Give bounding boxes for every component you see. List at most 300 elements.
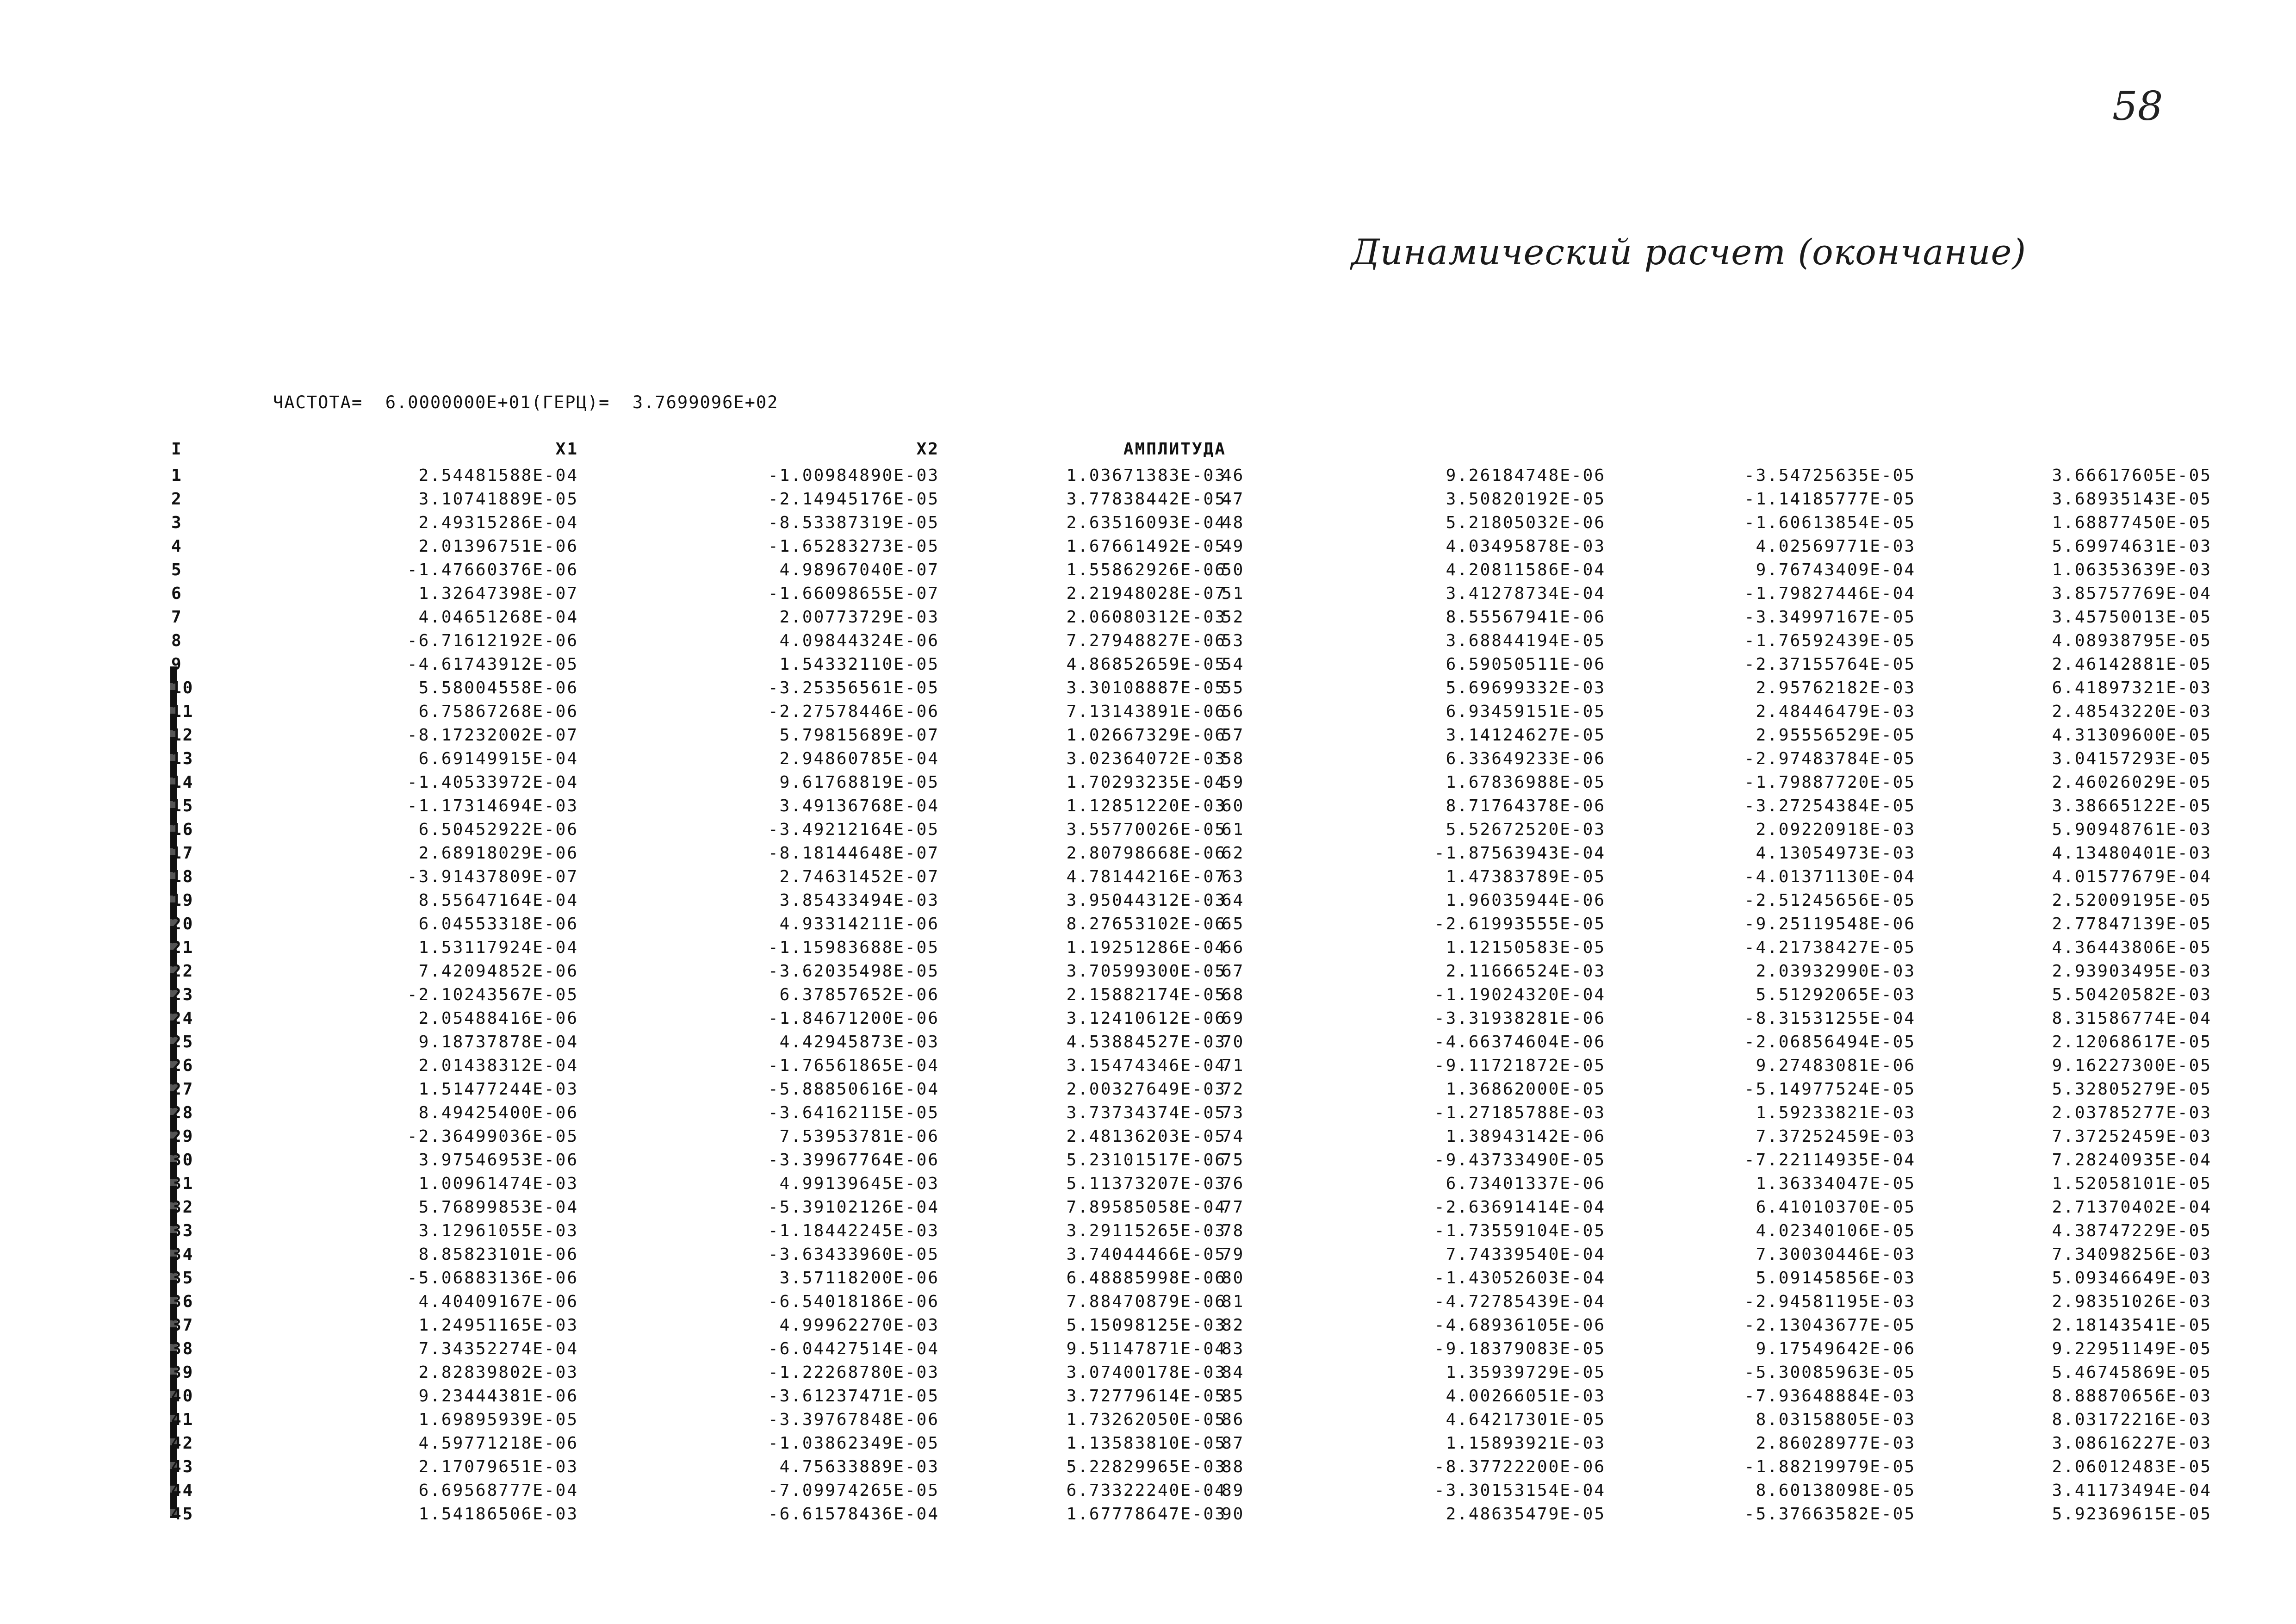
value-x2: 4.42945873Е-03	[779, 1033, 939, 1052]
value-amplitude: 2.46142881Е-05	[2052, 655, 2212, 674]
table-row	[171, 1195, 1226, 1219]
value-x2: -6.61578436Е-04	[768, 1505, 939, 1524]
value-x2: -5.39102126Е-04	[768, 1198, 939, 1217]
value-amplitude: 2.77847139Е-05	[2052, 915, 2212, 933]
value-x1: 3.14124627Е-05	[1446, 726, 1606, 745]
table-row	[171, 605, 1226, 629]
row-index: 2	[171, 490, 183, 509]
value-x2: 9.27483081Е-06	[1756, 1056, 1916, 1075]
value-x2: -5.37663582Е-05	[1744, 1505, 1916, 1524]
table-row	[171, 912, 1226, 936]
value-x2: -2.97483784Е-05	[1744, 749, 1916, 768]
row-index: 1	[171, 466, 183, 485]
value-amplitude: 8.27653102Е-06	[1066, 915, 1226, 933]
value-x1: 5.69699332Е-03	[1446, 678, 1606, 697]
value-amplitude: 4.86852659Е-05	[1066, 655, 1226, 674]
value-x1: 2.54481588Е-04	[418, 466, 578, 485]
row-index: 45	[171, 1505, 194, 1524]
value-x2: 1.54332110Е-05	[779, 655, 939, 674]
value-x2: 6.37857652Е-06	[779, 985, 939, 1004]
value-x1: 7.74339540Е-04	[1446, 1245, 1606, 1264]
value-x1: 6.04553318Е-06	[418, 915, 578, 933]
value-x1: -5.06883136Е-06	[407, 1269, 578, 1288]
value-amplitude: 5.15098125Е-03	[1066, 1316, 1226, 1335]
value-x2: -2.06856494Е-05	[1744, 1033, 1916, 1052]
value-x1: 3.97546953Е-06	[418, 1151, 578, 1170]
row-index: 66	[1222, 938, 1245, 957]
value-x1: 2.05488416Е-06	[418, 1009, 578, 1028]
value-x1: -6.71612192Е-06	[407, 631, 578, 650]
value-x1: 1.53117924Е-04	[418, 938, 578, 957]
row-index: 32	[171, 1198, 194, 1217]
table-row	[171, 535, 1226, 558]
value-x2: -1.79887720Е-05	[1744, 773, 1916, 792]
value-x2: -3.54725635Е-05	[1744, 466, 1916, 485]
value-x2: -1.00984890Е-03	[768, 466, 939, 485]
row-index: 62	[1222, 844, 1245, 863]
value-x1: 1.35939729Е-05	[1446, 1363, 1606, 1382]
value-x2: -1.03862349Е-05	[768, 1434, 939, 1453]
value-amplitude: 5.50420582Е-03	[2052, 985, 2212, 1004]
value-x2: -3.25356561Е-05	[768, 678, 939, 697]
table-row	[171, 936, 1226, 959]
value-x1: 2.48635479Е-05	[1446, 1505, 1606, 1524]
value-x2: 4.02340106Е-05	[1756, 1221, 1916, 1240]
row-index: 72	[1222, 1080, 1245, 1099]
table-row	[171, 1219, 1226, 1243]
value-x2: 2.94860785Е-04	[779, 749, 939, 768]
row-index: 82	[1222, 1316, 1245, 1335]
row-index: 15	[171, 796, 194, 815]
value-x1: 2.01438312Е-04	[418, 1056, 578, 1075]
value-x1: 3.10741889Е-05	[418, 490, 578, 509]
value-x2: 4.75633889Е-03	[779, 1457, 939, 1476]
value-x1: 1.96035944Е-06	[1446, 891, 1606, 910]
row-index: 63	[1222, 867, 1245, 886]
table-row	[171, 1172, 1226, 1195]
value-amplitude: 3.95044312Е-03	[1066, 891, 1226, 910]
row-index: 19	[171, 891, 194, 910]
frequency-line: ЧАСТОТА= 6.0000000Е+01(ГЕРЦ)= 3.7699096Е+02	[273, 392, 779, 412]
page-number: 58	[2112, 83, 2163, 130]
value-x1: 9.23444381Е-06	[418, 1387, 578, 1406]
value-amplitude: 2.15882174Е-05	[1066, 985, 1226, 1004]
table-header	[171, 437, 1226, 464]
table-row	[171, 1054, 1226, 1077]
value-x2: -3.39967764Е-06	[768, 1151, 939, 1170]
value-x1: -1.87563943Е-04	[1434, 844, 1606, 863]
row-index: 29	[171, 1127, 194, 1146]
value-x2: -4.01371130Е-04	[1744, 867, 1916, 886]
value-x2: 6.41010370Е-05	[1756, 1198, 1916, 1217]
value-amplitude: 2.93903495Е-03	[2052, 962, 2212, 981]
row-index: 54	[1222, 655, 1245, 674]
row-index: 28	[171, 1103, 194, 1122]
value-x2: 7.53953781Е-06	[779, 1127, 939, 1146]
row-index: 61	[1222, 820, 1245, 839]
row-index: 23	[171, 985, 194, 1004]
value-x1: 6.69149915Е-04	[418, 749, 578, 768]
value-amplitude: 6.73322240Е-04	[1066, 1481, 1226, 1500]
row-index: 31	[171, 1174, 194, 1193]
value-x1: 2.11666524Е-03	[1446, 962, 1606, 981]
value-amplitude: 5.22829965Е-03	[1066, 1457, 1226, 1476]
row-index: 56	[1222, 702, 1245, 721]
value-amplitude: 2.98351026Е-03	[2052, 1292, 2212, 1311]
value-x2: -3.49212164Е-05	[768, 820, 939, 839]
value-x1: -3.30153154Е-04	[1434, 1481, 1606, 1500]
value-amplitude: 2.46026029Е-05	[2052, 773, 2212, 792]
value-amplitude: 2.18143541Е-05	[2052, 1316, 2212, 1335]
value-x2: -3.62035498Е-05	[768, 962, 939, 981]
row-index: 78	[1222, 1221, 1245, 1240]
value-amplitude: 4.13480401Е-03	[2052, 844, 2212, 863]
value-amplitude: 3.77838442Е-05	[1066, 490, 1226, 509]
table-row	[171, 1361, 1226, 1384]
value-x1: -8.37722200Е-06	[1434, 1457, 1606, 1476]
value-amplitude: 1.19251286Е-04	[1066, 938, 1226, 957]
row-index: 84	[1222, 1363, 1245, 1382]
row-index: 46	[1222, 466, 1245, 485]
row-index: 48	[1222, 513, 1245, 532]
value-amplitude: 1.06353639Е-03	[2052, 560, 2212, 579]
value-x2: 2.48446479Е-03	[1756, 702, 1916, 721]
value-amplitude: 7.37252459Е-03	[2052, 1127, 2212, 1146]
value-x2: -8.18144648Е-07	[768, 844, 939, 863]
row-index: 55	[1222, 678, 1245, 697]
table-row	[171, 771, 1226, 794]
value-amplitude: 3.68935143Е-05	[2052, 490, 2212, 509]
table-row	[171, 629, 1226, 653]
value-x1: 2.49315286Е-04	[418, 513, 578, 532]
value-x1: 6.93459151Е-05	[1446, 702, 1606, 721]
value-x1: 8.55567941Е-06	[1446, 608, 1606, 627]
table-row	[171, 983, 1226, 1007]
value-x1: -3.91437809Е-07	[407, 867, 578, 886]
value-x1: 1.12150583Е-05	[1446, 938, 1606, 957]
row-index: 53	[1222, 631, 1245, 650]
value-x1: -1.17314694Е-03	[407, 796, 578, 815]
value-x2: -1.65283273Е-05	[768, 537, 939, 556]
value-x2: 2.74631452Е-07	[779, 867, 939, 886]
row-index: 59	[1222, 773, 1245, 792]
value-x1: 4.04651268Е-04	[418, 608, 578, 627]
value-amplitude: 3.12410612Е-06	[1066, 1009, 1226, 1028]
value-amplitude: 2.63516093Е-04	[1066, 513, 1226, 532]
table-row	[171, 1455, 1226, 1479]
table-row	[171, 1431, 1226, 1455]
value-x2: 2.95762182Е-03	[1756, 678, 1916, 697]
value-amplitude: 3.08616227Е-03	[2052, 1434, 2212, 1453]
table-row	[171, 865, 1226, 889]
value-amplitude: 3.07400178Е-03	[1066, 1363, 1226, 1382]
row-index: 22	[171, 962, 194, 981]
row-index: 4	[171, 537, 183, 556]
value-x2: -7.93648884Е-03	[1744, 1387, 1916, 1406]
value-x2: 3.57118200Е-06	[779, 1269, 939, 1288]
value-x2: 3.49136768Е-04	[779, 796, 939, 815]
value-amplitude: 3.74044466Е-05	[1066, 1245, 1226, 1264]
value-x1: 1.00961474Е-03	[418, 1174, 578, 1193]
value-amplitude: 1.67661492Е-05	[1066, 537, 1226, 556]
results-table-left	[171, 437, 1226, 1526]
value-x2: 1.59233821Е-03	[1756, 1103, 1916, 1122]
value-x2: -5.30085963Е-05	[1744, 1363, 1916, 1382]
row-index: 65	[1222, 915, 1245, 933]
row-index: 85	[1222, 1387, 1245, 1406]
value-x1: 6.73401337Е-06	[1446, 1174, 1606, 1193]
value-x1: 1.51477244Е-03	[418, 1080, 578, 1099]
value-amplitude: 5.46745869Е-05	[2052, 1363, 2212, 1382]
row-index: 60	[1222, 796, 1245, 815]
table-row	[171, 1408, 1226, 1431]
table-row	[171, 1101, 1226, 1125]
value-x1: 4.00266051Е-03	[1446, 1387, 1606, 1406]
value-x2: 8.03158805Е-03	[1756, 1410, 1916, 1429]
table-row	[171, 818, 1226, 841]
value-amplitude: 7.28240935Е-04	[2052, 1151, 2212, 1170]
row-index: 16	[171, 820, 194, 839]
row-index: 68	[1222, 985, 1245, 1004]
value-x1: -2.36499036Е-05	[407, 1127, 578, 1146]
value-amplitude: 1.67778647Е-03	[1066, 1505, 1226, 1524]
value-x1: 1.24951165Е-03	[418, 1316, 578, 1335]
row-index: 17	[171, 844, 194, 863]
value-amplitude: 8.31586774Е-04	[2052, 1009, 2212, 1028]
row-index: 42	[171, 1434, 194, 1453]
value-x2: -3.39767848Е-06	[768, 1410, 939, 1429]
value-x1: -1.27185788Е-03	[1434, 1103, 1606, 1122]
value-x2: 9.76743409Е-04	[1756, 560, 1916, 579]
row-index: 89	[1222, 1481, 1245, 1500]
value-amplitude: 2.80798668Е-06	[1066, 844, 1226, 863]
value-x1: 6.75867268Е-06	[418, 702, 578, 721]
value-x2: -6.54018186Е-06	[768, 1292, 939, 1311]
value-amplitude: 8.03172216Е-03	[2052, 1410, 2212, 1429]
table-row	[171, 582, 1226, 605]
value-amplitude: 4.38747229Е-05	[2052, 1221, 2212, 1240]
value-x2: 8.60138098Е-05	[1756, 1481, 1916, 1500]
table-row	[171, 1077, 1226, 1101]
table-row	[171, 653, 1226, 676]
value-x1: -4.66374604Е-06	[1434, 1033, 1606, 1052]
table-row	[171, 1337, 1226, 1361]
row-index: 39	[171, 1363, 194, 1382]
value-amplitude: 7.27948827Е-06	[1066, 631, 1226, 650]
value-x1: 3.68844194Е-05	[1446, 631, 1606, 650]
value-x1: 1.67836988Е-05	[1446, 773, 1606, 792]
value-amplitude: 5.92369615Е-05	[2052, 1505, 2212, 1524]
value-x2: -2.37155764Е-05	[1744, 655, 1916, 674]
value-x1: -3.31938281Е-06	[1434, 1009, 1606, 1028]
value-x2: -3.34997167Е-05	[1744, 608, 1916, 627]
value-amplitude: 3.72779614Е-05	[1066, 1387, 1226, 1406]
row-index: 76	[1222, 1174, 1245, 1193]
value-x2: -2.51245656Е-05	[1744, 891, 1916, 910]
value-amplitude: 4.78144216Е-07	[1066, 867, 1226, 886]
value-x2: 4.99139645Е-03	[779, 1174, 939, 1193]
value-x2: -3.63433960Е-05	[768, 1245, 939, 1264]
value-amplitude: 2.06080312Е-03	[1066, 608, 1226, 627]
row-index: 11	[171, 702, 194, 721]
value-x1: 2.82839802Е-03	[418, 1363, 578, 1382]
value-amplitude: 8.88870656Е-03	[2052, 1387, 2212, 1406]
value-x1: 2.17079651Е-03	[418, 1457, 578, 1476]
value-x1: -1.43052603Е-04	[1434, 1269, 1606, 1288]
table-row	[171, 558, 1226, 582]
value-amplitude: 3.73734374Е-05	[1066, 1103, 1226, 1122]
value-x1: 1.38943142Е-06	[1446, 1127, 1606, 1146]
row-index: 77	[1222, 1198, 1245, 1217]
row-index: 26	[171, 1056, 194, 1075]
value-x1: 9.26184748Е-06	[1446, 466, 1606, 485]
row-index: 41	[171, 1410, 194, 1429]
value-x1: -1.47660376Е-06	[407, 560, 578, 579]
table-row	[171, 1479, 1226, 1502]
table-row	[171, 1125, 1226, 1148]
row-index: 33	[171, 1221, 194, 1240]
value-x1: 4.64217301Е-05	[1446, 1410, 1606, 1429]
value-amplitude: 4.36443806Е-05	[2052, 938, 2212, 957]
table-row	[171, 1148, 1226, 1172]
value-amplitude: 5.11373207Е-03	[1066, 1174, 1226, 1193]
row-index: 3	[171, 513, 183, 532]
value-x2: -6.04427514Е-04	[768, 1339, 939, 1358]
value-x2: -9.25119548Е-06	[1744, 915, 1916, 933]
value-x2: -2.13043677Е-05	[1744, 1316, 1916, 1335]
table-row	[171, 1266, 1226, 1290]
value-x1: 4.40409167Е-06	[418, 1292, 578, 1311]
row-index: 25	[171, 1033, 194, 1052]
value-x1: 8.85823101Е-06	[418, 1245, 578, 1264]
table-row	[171, 1290, 1226, 1313]
value-x2: -1.66098655Е-07	[768, 584, 939, 603]
row-index: 47	[1222, 490, 1245, 509]
row-index: 52	[1222, 608, 1245, 627]
row-index: 64	[1222, 891, 1245, 910]
value-amplitude: 1.02667329Е-06	[1066, 726, 1226, 745]
table-row	[171, 747, 1226, 771]
value-x2: -4.21738427Е-05	[1744, 938, 1916, 957]
value-amplitude: 3.55770026Е-05	[1066, 820, 1226, 839]
value-x1: -1.19024320Е-04	[1434, 985, 1606, 1004]
value-amplitude: 3.02364072Е-03	[1066, 749, 1226, 768]
row-index: 5	[171, 560, 183, 579]
value-x2: -1.88219979Е-05	[1744, 1457, 1916, 1476]
row-index: 49	[1222, 537, 1245, 556]
left-rows	[171, 464, 1226, 1526]
value-amplitude: 9.16227300Е-05	[2052, 1056, 2212, 1075]
value-x2: 4.13054973Е-03	[1756, 844, 1916, 863]
row-index: 21	[171, 938, 194, 957]
value-amplitude: 5.23101517Е-06	[1066, 1151, 1226, 1170]
value-amplitude: 3.85757769Е-04	[2052, 584, 2212, 603]
table-row	[171, 1007, 1226, 1030]
value-x2: -7.22114935Е-04	[1744, 1151, 1916, 1170]
row-index: 36	[171, 1292, 194, 1311]
table-row	[171, 889, 1226, 912]
row-index: 69	[1222, 1009, 1245, 1028]
row-index: 75	[1222, 1151, 1245, 1170]
value-x2: 5.51292065Е-03	[1756, 985, 1916, 1004]
value-x1: 3.50820192Е-05	[1446, 490, 1606, 509]
value-x1: 1.36862000Е-05	[1446, 1080, 1606, 1099]
value-x2: 5.79815689Е-07	[779, 726, 939, 745]
header-x2: X2	[916, 440, 939, 459]
value-x1: -1.73559104Е-05	[1434, 1221, 1606, 1240]
table-row	[171, 1502, 1226, 1526]
table-row	[171, 1384, 1226, 1408]
value-x1: -1.40533972Е-04	[407, 773, 578, 792]
value-x1: 7.34352274Е-04	[418, 1339, 578, 1358]
header-amplitude: АМПЛИТУДА	[1123, 440, 1226, 459]
value-x1: -2.61993555Е-05	[1434, 915, 1606, 933]
value-x1: 2.01396751Е-06	[418, 537, 578, 556]
table-row	[171, 1030, 1226, 1054]
value-x1: 6.50452922Е-06	[418, 820, 578, 839]
value-x2: 7.37252459Е-03	[1756, 1127, 1916, 1146]
value-amplitude: 1.55862926Е-06	[1066, 560, 1226, 579]
table-row	[171, 1243, 1226, 1266]
value-amplitude: 3.70599300Е-05	[1066, 962, 1226, 981]
value-x2: -7.09974265Е-05	[768, 1481, 939, 1500]
value-x2: 5.09145856Е-03	[1756, 1269, 1916, 1288]
value-x1: 5.52672520Е-03	[1446, 820, 1606, 839]
table-row	[171, 676, 1226, 700]
row-index: 58	[1222, 749, 1245, 768]
value-amplitude: 3.66617605Е-05	[2052, 466, 2212, 485]
value-x2: -3.61237471Е-05	[768, 1387, 939, 1406]
row-index: 12	[171, 726, 194, 745]
row-index: 10	[171, 678, 194, 697]
value-x2: -1.18442245Е-03	[768, 1221, 939, 1240]
value-x1: -4.72785439Е-04	[1434, 1292, 1606, 1311]
value-amplitude: 2.52009195Е-05	[2052, 891, 2212, 910]
value-x1: 5.21805032Е-06	[1446, 513, 1606, 532]
value-x1: 3.41278734Е-04	[1446, 584, 1606, 603]
table-row	[171, 959, 1226, 983]
value-amplitude: 4.53884527Е-03	[1066, 1033, 1226, 1052]
row-index: 50	[1222, 560, 1245, 579]
value-amplitude: 2.00327649Е-03	[1066, 1080, 1226, 1099]
value-x2: -3.64162115Е-05	[768, 1103, 939, 1122]
value-x2: -2.14945176Е-05	[768, 490, 939, 509]
value-amplitude: 4.01577679Е-04	[2052, 867, 2212, 886]
row-index: 80	[1222, 1269, 1245, 1288]
value-amplitude: 3.15474346Е-04	[1066, 1056, 1226, 1075]
value-amplitude: 3.38665122Е-05	[2052, 796, 2212, 815]
table-row	[171, 700, 1226, 723]
value-amplitude: 6.41897321Е-03	[2052, 678, 2212, 697]
value-x1: 7.42094852Е-06	[418, 962, 578, 981]
row-index: 8	[171, 631, 183, 650]
value-x2: -1.84671200Е-06	[768, 1009, 939, 1028]
value-x2: -8.31531255Е-04	[1744, 1009, 1916, 1028]
table-row	[171, 1313, 1226, 1337]
value-x2: 4.93314211Е-06	[779, 915, 939, 933]
value-x1: 1.54186506Е-03	[418, 1505, 578, 1524]
value-amplitude: 5.90948761Е-03	[2052, 820, 2212, 839]
value-x1: -2.10243567Е-05	[407, 985, 578, 1004]
value-x1: -9.18379083Е-05	[1434, 1339, 1606, 1358]
row-index: 44	[171, 1481, 194, 1500]
value-x1: 6.69568777Е-04	[418, 1481, 578, 1500]
row-index: 20	[171, 915, 194, 933]
value-amplitude: 2.48136203Е-05	[1066, 1127, 1226, 1146]
value-x2: -1.76561865Е-04	[768, 1056, 939, 1075]
value-x2: -1.22268780Е-03	[768, 1363, 939, 1382]
value-amplitude: 3.04157293Е-05	[2052, 749, 2212, 768]
